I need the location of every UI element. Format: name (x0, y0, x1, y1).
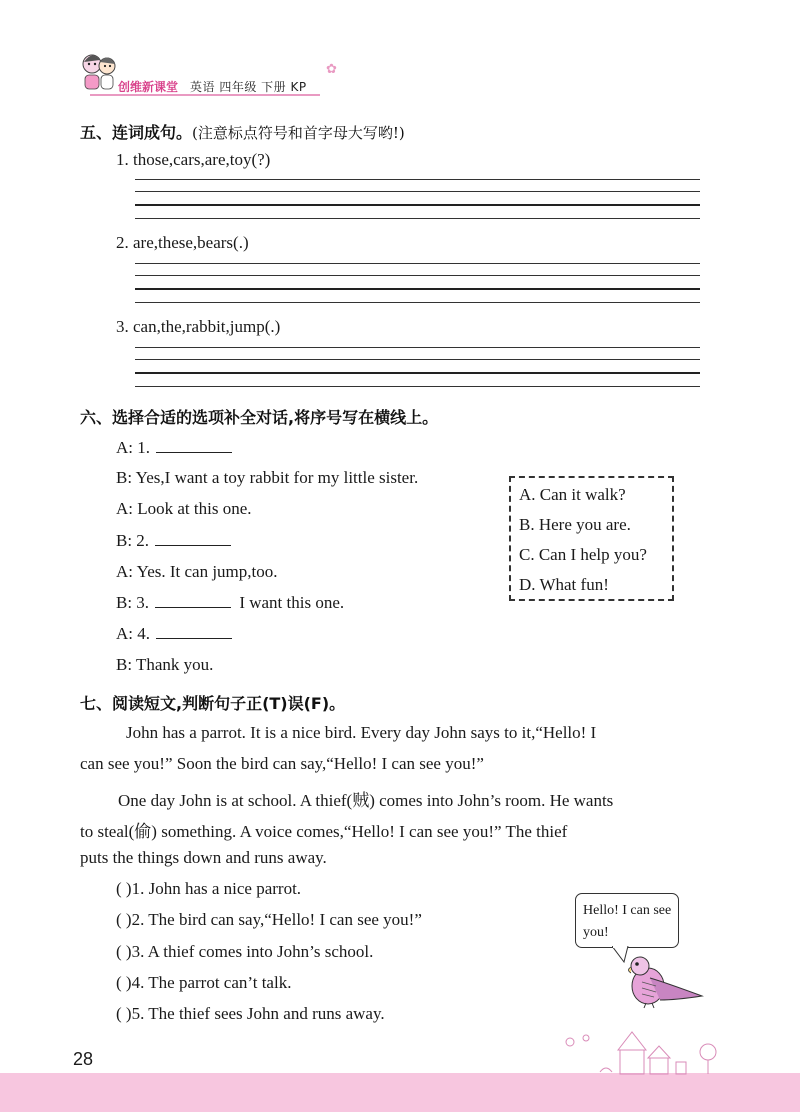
writing-line (135, 204, 700, 206)
writing-line (135, 288, 700, 290)
parrot-icon (620, 952, 704, 1015)
answer-blank-4[interactable] (156, 624, 232, 639)
dialogue-line-6: B: 3. I want this one. (116, 593, 345, 612)
writing-line (135, 218, 700, 219)
answer-blank-3[interactable] (155, 593, 231, 608)
dialogue-line-7: A: 4. (116, 624, 232, 644)
option-b: B. Here you are. (519, 515, 631, 534)
speech-bubble-text: Hello! I can see you! (583, 903, 672, 940)
statement-1: ( )1. John has a nice parrot. (116, 879, 302, 898)
section-5-note: (注意标点符号和首字母大写哟!) (192, 124, 405, 142)
question-3: 3. can,the,rabbit,jump(.) (116, 317, 281, 336)
castle-icon (560, 1028, 730, 1081)
writing-line (135, 191, 700, 192)
writing-line (135, 302, 700, 303)
writing-line (135, 372, 700, 374)
answer-blank-1[interactable] (156, 438, 232, 453)
passage-line-2: can see you!” Soon the bird can say,“Hello! I can see you!” (80, 754, 484, 773)
statement-3: ( )3. A thief comes into John’s school. (116, 942, 374, 961)
dialogue-line-5: A: Yes. It can jump,too. (116, 562, 278, 581)
writing-line (135, 275, 700, 276)
writing-line (135, 347, 700, 348)
statement-2: ( )2. The bird can say,“Hello! I can see you!” (116, 910, 422, 929)
option-a: A. Can it walk? (519, 485, 626, 504)
writing-line (135, 179, 700, 180)
option-c: C. Can I help you? (519, 545, 647, 564)
dialogue-line-1: A: 1. (116, 438, 232, 458)
writing-line (135, 263, 700, 264)
statement-4: ( )4. The parrot can’t talk. (116, 973, 292, 992)
passage-line-1: John has a parrot. It is a nice bird. Every day John says to it,“Hello! I (126, 723, 597, 742)
statement-5: ( )5. The thief sees John and runs away. (116, 1004, 385, 1023)
page-number: 28 (73, 1049, 94, 1069)
dialogue-line-2: B: Yes,I want a toy rabbit for my little sister. (116, 468, 419, 487)
answer-blank-2[interactable] (155, 531, 231, 546)
dialogue-line-3: A: Look at this one. (116, 499, 252, 518)
option-d: D. What fun! (519, 575, 609, 594)
section-5-title: 五、连词成句。(注意标点符号和首字母大写哟!) (80, 123, 405, 142)
dialogue-line-8: B: Thank you. (116, 655, 214, 674)
passage-line-4: to steal(偷) something. A voice comes,“Hello! I can see you!” The thief (80, 822, 568, 841)
sparkle-icon: ✿ (326, 61, 337, 76)
question-1: 1. those,cars,are,toy(?) (116, 150, 271, 169)
writing-line (135, 386, 700, 387)
question-2: 2. are,these,bears(.) (116, 233, 249, 252)
section-6-title: 六、选择合适的选项补全对话,将序号写在横线上。 (80, 408, 439, 427)
book-title: 英语 四年级 下册 KP (190, 80, 307, 94)
header-divider (90, 94, 320, 96)
passage-line-5: puts the things down and runs away. (80, 848, 327, 867)
brand-name: 创维新课堂 (118, 80, 179, 94)
section-7-title: 七、阅读短文,判断句子正(T)误(F)。 (80, 694, 346, 713)
writing-line (135, 359, 700, 360)
passage-line-3: One day John is at school. A thief(贼) comes into John’s room. He wants (118, 791, 614, 810)
dialogue-line-4: B: 2. (116, 531, 231, 551)
